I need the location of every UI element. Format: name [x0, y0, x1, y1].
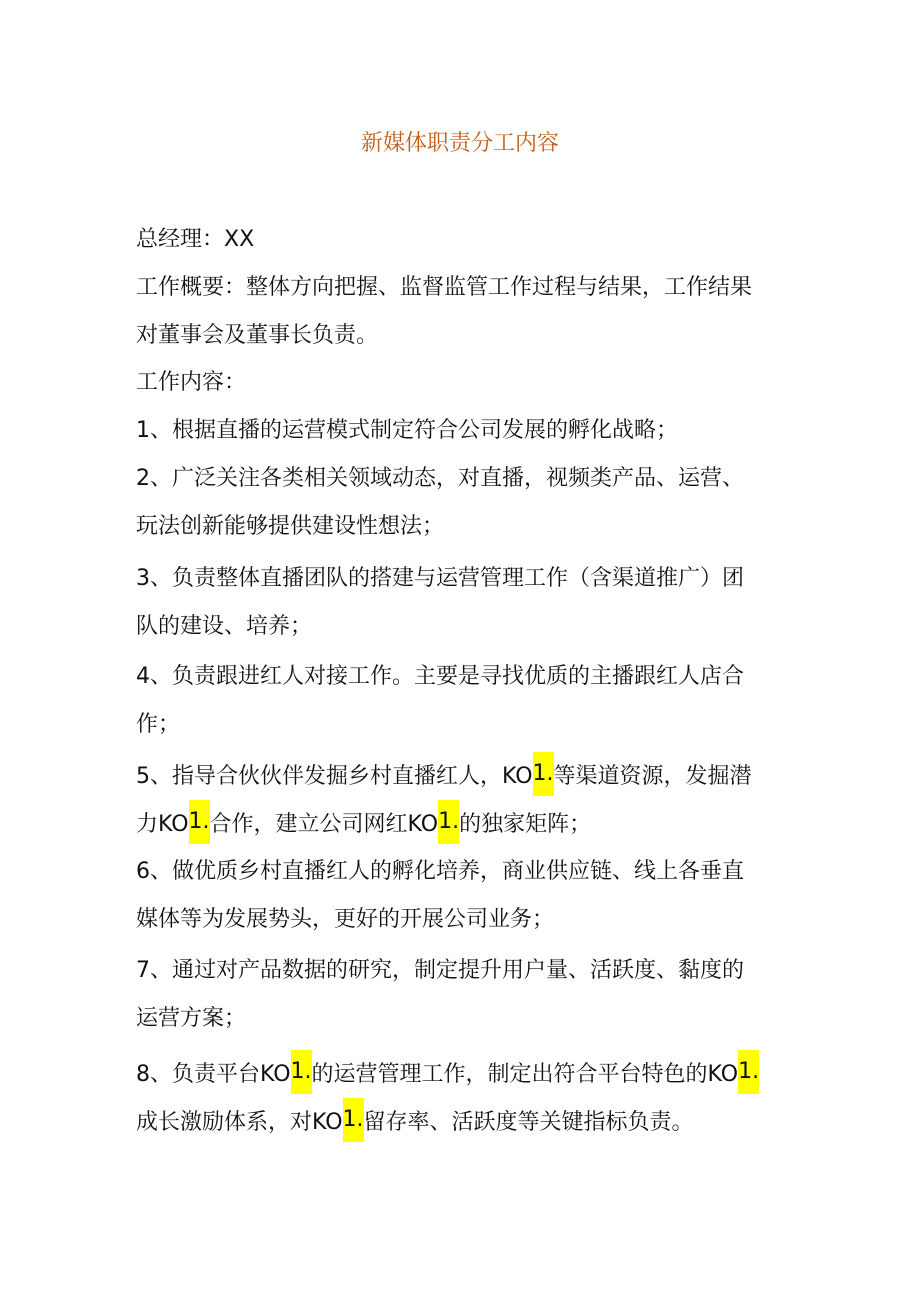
item-5-line-2-text-c: 合作，建立公司网红KO — [209, 812, 439, 837]
item-5-line-1-text-c: 等渠道资源，发掘潜 — [553, 764, 752, 789]
item-2-line-2: 玩法创新能够提供建设性想法； — [136, 514, 445, 539]
item-4-line-1: 4、负责跟进红人对接工作。主要是寻找优质的主播跟红人店合 — [136, 664, 744, 689]
item-5-line-2-text-e: 的独家矩阵； — [459, 812, 592, 837]
item-4-line-2: 作； — [136, 712, 181, 737]
item-8-line-1 — [136, 1056, 759, 1094]
item-5-line-1 — [136, 758, 752, 796]
item-5-line-1-text-a: 5、指导合伙伙伴发掘乡村直播红人，KO — [136, 764, 533, 789]
item-7-line-2: 运营方案； — [136, 1006, 247, 1031]
item-5-line-2-text-a: 力KO — [136, 812, 189, 837]
item-8-line-2 — [136, 1104, 694, 1142]
highlight-mark: 1. — [189, 800, 210, 844]
item-3-line-1: 3、负责整体直播团队的搭建与运营管理工作（含渠道推广）团 — [136, 566, 744, 591]
item-5-line-2 — [136, 806, 591, 844]
item-8-line-1-text-a: 8、负责平台KO — [136, 1062, 291, 1087]
item-1: 1、根据直播的运营模式制定符合公司发展的孵化战略； — [136, 418, 678, 443]
item-6-line-1: 6、做优质乡村直播红人的孵化培养，商业供应链、线上各垂直 — [136, 859, 744, 884]
item-8-line-2-text-c: 留存率、活跃度等关键指标负责。 — [363, 1110, 694, 1135]
highlight-mark: 1. — [438, 800, 459, 844]
item-2-line-1: 2、广泛关注各类相关领域动态，对直播，视频类产品、运营、 — [136, 466, 744, 491]
overview-line-2: 对董事会及董事长负责。 — [136, 323, 379, 348]
item-8-line-2-text-a: 成长激励体系，对KO — [136, 1110, 343, 1135]
item-8-line-1-text-c: 的运营管理工作，制定出符合平台特色的KO — [311, 1062, 739, 1087]
highlight-mark: 1. — [738, 1050, 759, 1094]
item-6-line-2: 媒体等为发展势头，更好的开展公司业务； — [136, 907, 555, 932]
manager-line: 总经理：XX — [136, 227, 255, 252]
item-3-line-2: 队的建设、培养； — [136, 614, 313, 639]
overview-line-1: 工作概要：整体方向把握、监督监管工作过程与结果，工作结果 — [136, 275, 753, 300]
document-title: 新媒体职责分工内容 — [360, 131, 559, 156]
content-heading: 工作内容： — [136, 370, 247, 395]
highlight-mark: 1. — [533, 752, 554, 796]
highlight-mark: 1. — [291, 1050, 312, 1094]
item-7-line-1: 7、通过对产品数据的研究，制定提升用户量、活跃度、黏度的 — [136, 958, 744, 983]
highlight-mark: 1. — [343, 1098, 364, 1142]
